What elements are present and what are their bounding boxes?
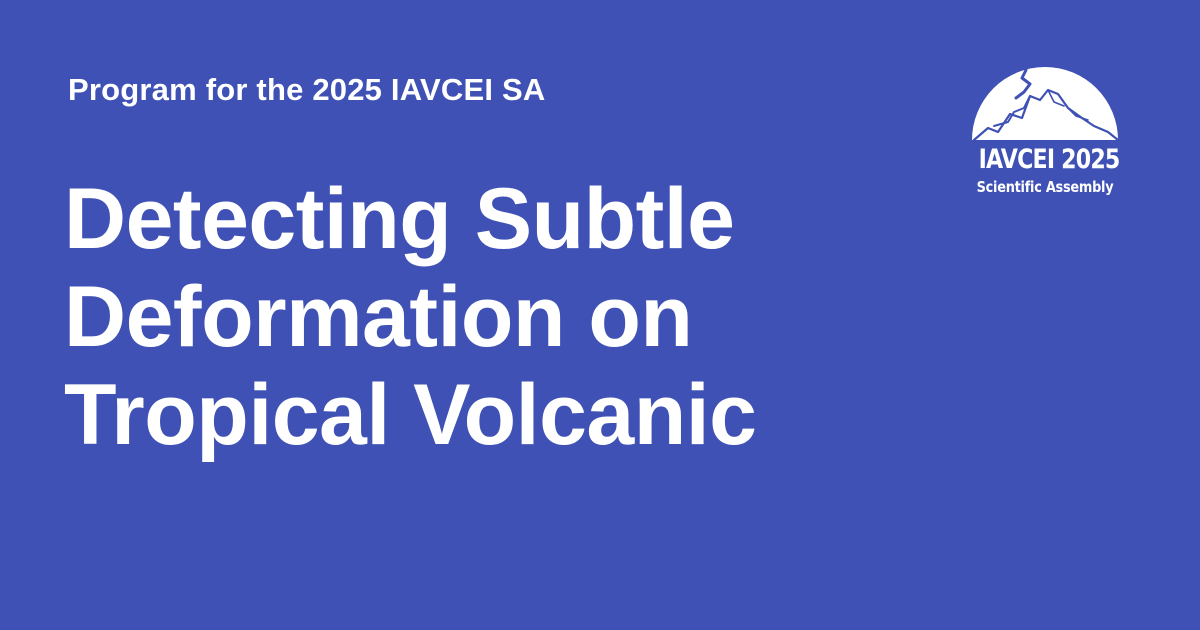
title-line: Detecting Subtle [64, 171, 735, 267]
volcano-mountain-icon [964, 56, 1126, 146]
title-line: Tropical Volcanic [64, 367, 757, 463]
title-line: Deformation on [64, 269, 693, 365]
logo-name: IAVCEI 2025 [978, 144, 1120, 175]
program-label: Program for the 2025 IAVCEI SA [68, 72, 546, 107]
iavcei-logo [964, 56, 1126, 206]
logo-subtitle: Scientific Assembly [976, 178, 1114, 196]
talk-title [64, 170, 924, 464]
